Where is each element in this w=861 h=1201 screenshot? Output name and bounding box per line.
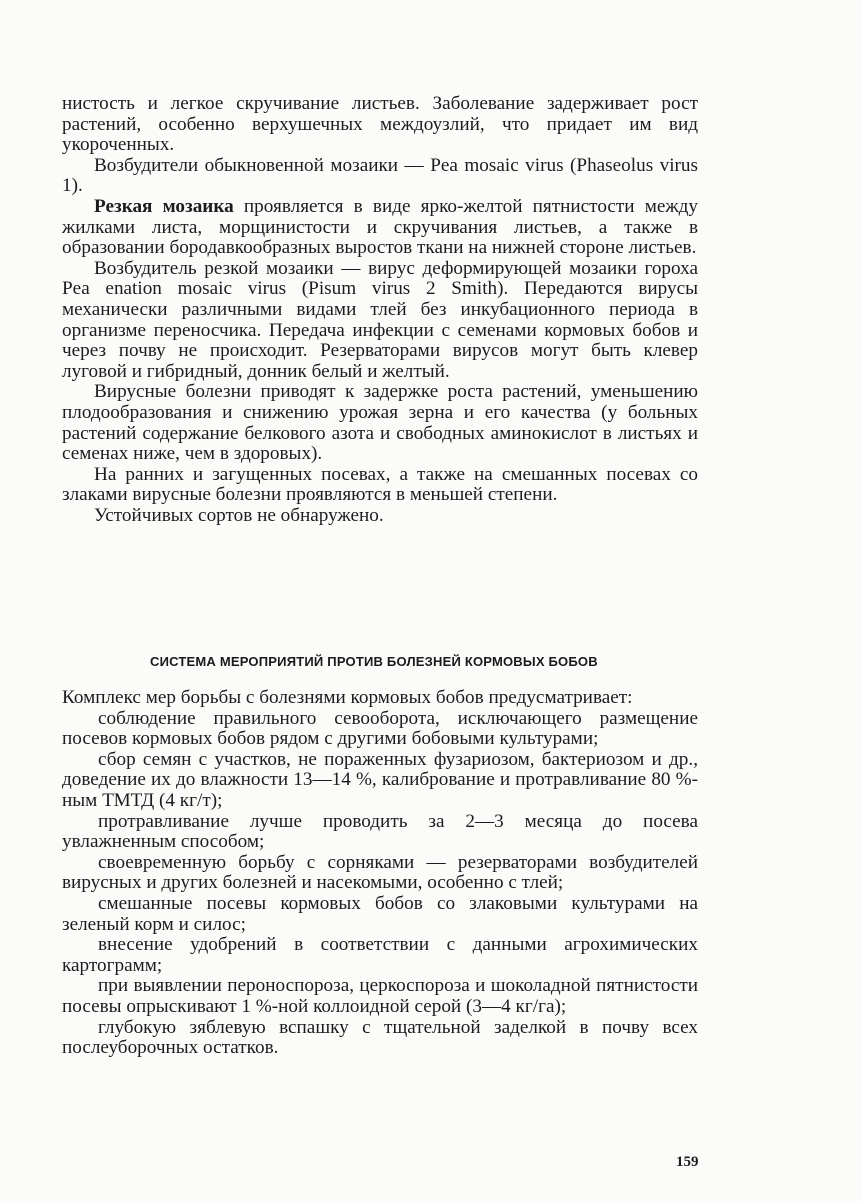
- measure-item: внесение удобрений в соответствии с данными агрохимических картограмм;: [62, 934, 698, 976]
- section-heading: СИСТЕМА МЕРОПРИЯТИЙ ПРОТИВ БОЛЕЗНЕЙ КОРМОВЫХ БОБОВ: [150, 654, 598, 669]
- paragraph: Вирусные болезни приводят к задержке роста растений, уменьшению плодообразования и снижению урожая зерна и его качества (у больных растений содержание белкового азота и свободных аминокислот в листьях и семенах ниже, чем в здоровых).: [62, 381, 698, 465]
- paragraph: нистость и легкое скручивание листьев. Заболевание задерживает рост растений, особенно верхушечных междоузлий, что придает им вид укороченных.: [62, 93, 698, 156]
- intro-paragraph: Комплекс мер борьбы с болезнями кормовых бобов предусматривает:: [62, 687, 633, 708]
- paragraph: На ранних и загущенных посевах, а также на смешанных посевах со злаками вирусные болезни проявляются в меньшей степени.: [62, 463, 698, 506]
- text-block-top: [62, 94, 698, 526]
- paragraph: Устойчивых сортов не обнаружено.: [94, 504, 384, 526]
- page-number: 159: [676, 1154, 699, 1170]
- measure-item: при выявлении пероноспороза, церкоспороза и шоколадной пятнистости посевы опрыскивают 1 %-ной коллоидной серой (3—4 кг/га);: [62, 975, 698, 1017]
- measure-item: смешанные посевы кормовых бобов со злаковыми культурами на зеленый корм и силос;: [62, 892, 698, 935]
- paragraph: Возбудитель резкой мозаики — вирус деформирующей мозаики гороха Pea enation mosaic virus (Pisum virus 2 Smith). Передаются вирусы механически различными видами тлей без инкубационного периода в организме переносчика. Передача инфекции с семенами кормовых бобов и через почву не происходит. Резерваторами вирусов могут быть клевер луговой и гибридный, донник белый и желтый.: [62, 257, 698, 382]
- paragraph: [62, 197, 698, 259]
- text-block-measures: [62, 688, 698, 1059]
- paragraph-text: проявляется в виде ярко-желтой пятнистости между жилками листа, морщинистости и скручивания листьев, а также в образовании бородавкообразных выростов ткани на нижней стороне листьев.: [62, 195, 698, 259]
- measure-item: протравливание лучше проводить за 2—3 месяца до посева увлажненным способом;: [62, 810, 698, 853]
- measure-item: глубокую зяблевую вспашку с тщательной заделкой в почву всех послеуборочных остатков.: [62, 1016, 698, 1059]
- measure-item: сбор семян с участков, не пораженных фузариозом, бактериозом и др., доведение их до влажности 13—14 %, калибрование и протравливание 80 %-ным ТМТД (4 кг/т);: [62, 748, 698, 811]
- measure-item: соблюдение правильного севооборота, исключающего размещение посевов кормовых бобов рядом с другими бобовыми культурами;: [62, 707, 698, 750]
- term-bold: Резкая мозаика: [94, 195, 234, 217]
- measure-item: своевременную борьбу с сорняками — резерваторами возбудителей вирусных и других болезней и насекомыми, особенно с тлей;: [62, 851, 698, 894]
- paragraph: Возбудители обыкновенной мозаики — Pea mosaic virus (Phaseolus virus 1).: [62, 154, 698, 197]
